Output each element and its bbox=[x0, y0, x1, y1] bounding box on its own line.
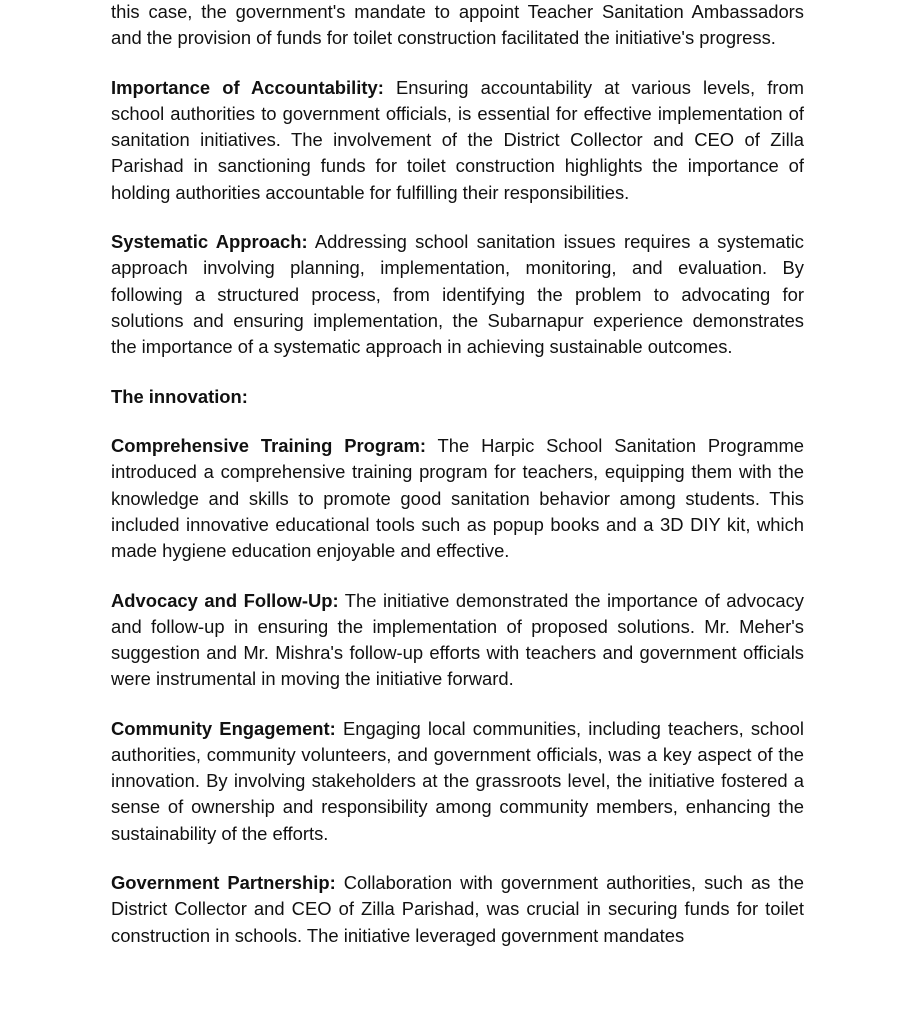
paragraph-advocacy bbox=[111, 588, 804, 693]
document-page bbox=[111, 0, 804, 972]
paragraph-government-partnership bbox=[111, 870, 804, 949]
paragraph-heading: Comprehensive Training Program: bbox=[111, 435, 427, 457]
paragraph-heading: Government Partnership: bbox=[111, 872, 336, 894]
paragraph-text: this case, the government's mandate to appoint Teacher Sanitation Ambassadors and the provision of funds for toilet construction facilitated the initiative's progress. bbox=[111, 1, 804, 49]
paragraph-heading: Systematic Approach: bbox=[111, 231, 308, 253]
paragraph-text: Engaging local communities, including teachers, school authorities, community volunteers, and government officials, was a key aspect of the innovation. By involving stakeholders at the grassroots level, the initiative fostered a sense of ownership and responsibility among community members, enhancing the sustainability of the efforts. bbox=[111, 717, 804, 844]
paragraph-text: Ensuring accountability at various levels, from school authorities to government officials, is essential for effective implementation of sanitation initiatives. The involvement of the District Collector and CEO of Zilla Parishad in sanctioning funds for toilet construction highlights the importance of holding authorities accountable for fulfilling their responsibilities. bbox=[111, 76, 804, 203]
paragraph-heading: Importance of Accountability: bbox=[111, 76, 384, 98]
paragraph-accountability bbox=[111, 75, 804, 206]
section-heading-innovation: The innovation: bbox=[111, 385, 248, 407]
paragraph-community-engagement bbox=[111, 716, 804, 847]
paragraph-heading: Community Engagement: bbox=[111, 717, 336, 739]
paragraph-text: Collaboration with government authorities, such as the District Collector and CEO of Zilla Parishad, was crucial in securing funds for toilet construction in schools. The initiative leveraged government mandates bbox=[111, 872, 804, 946]
paragraph-text: The initiative demonstrated the importance of advocacy and follow-up in ensuring the implementation of proposed solutions. Mr. Meher's suggestion and Mr. Mishra's follow-up efforts with teachers and government officials were instrumental in moving the initiative forward. bbox=[111, 589, 804, 690]
paragraph-text: Addressing school sanitation issues requires a systematic approach involving planning, implementation, monitoring, and evaluation. By following a structured process, from identifying the problem to advocating for solutions and ensuring implementation, the Subarnapur experience demonstrates the importance of a systematic approach in achieving sustainable outcomes. bbox=[111, 231, 804, 358]
paragraph-heading: Advocacy and Follow-Up: bbox=[111, 589, 339, 611]
paragraph-continuation bbox=[111, 0, 804, 51]
paragraph-text: The Harpic School Sanitation Programme introduced a comprehensive training program for teachers, equipping them with the knowledge and skills to promote good sanitation behavior among students. This included innovative educational tools such as popup books and a 3D DIY kit, which made hygiene education enjoyable and effective. bbox=[111, 435, 804, 562]
paragraph-systematic-approach bbox=[111, 229, 804, 360]
paragraph-training-program bbox=[111, 433, 804, 564]
